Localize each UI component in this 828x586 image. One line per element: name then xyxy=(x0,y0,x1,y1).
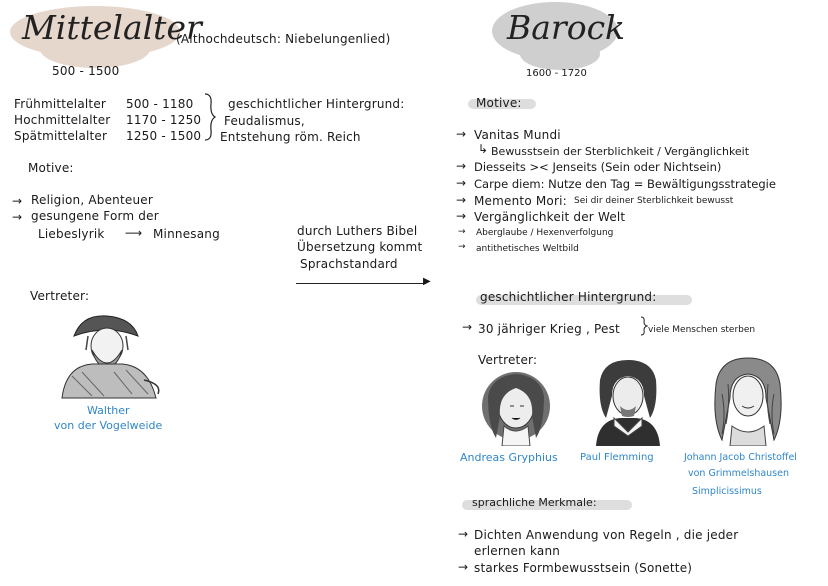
walther-name-2: von der Vogelweide xyxy=(54,419,163,432)
arrow-right-icon: → xyxy=(456,209,467,223)
barock-vertreter-label: Vertreter: xyxy=(478,353,538,367)
phase-years-1: 500 - 1180 xyxy=(126,97,194,111)
person-name-flemming: Paul Flemming xyxy=(580,452,654,463)
person-name-grimmelshausen-3: Simplicissimus xyxy=(692,486,762,497)
phase-years-3: 1250 - 1500 xyxy=(126,129,202,143)
walther-name-1: Walther xyxy=(87,404,130,417)
arrow-right-icon: → xyxy=(458,227,466,237)
barock-sprach-2: starkes Formbewusstsein (Sonette) xyxy=(474,561,693,575)
arrow-right-icon: → xyxy=(456,127,467,141)
middle-line-1: durch Luthers Bibel xyxy=(297,224,418,238)
barock-background-title: geschichtlicher Hintergrund: xyxy=(480,290,657,304)
mittelalter-background-title: geschichtlicher Hintergrund: xyxy=(228,97,405,111)
arrow-right-icon: ⟶ xyxy=(125,226,143,240)
phase-years-2: 1170 - 1250 xyxy=(126,113,202,127)
phase-name-2: Hochmittelalter xyxy=(14,113,111,127)
barock-motive-3: Carpe diem: Nutze den Tag = Bewältigungsstrategie xyxy=(474,177,776,191)
barock-motive-1: Vanitas Mundi xyxy=(474,128,561,142)
arrow-right-icon: ▶ xyxy=(423,276,431,287)
mittelalter-motive-1: Religion, Abenteuer xyxy=(31,193,154,207)
brace-icon xyxy=(202,92,216,142)
arrow-sub-icon: ↳ xyxy=(478,142,489,156)
arrow-right-icon: → xyxy=(458,560,469,574)
arrow-right-icon: → xyxy=(456,159,467,173)
barock-period: 1600 - 1720 xyxy=(526,68,587,79)
brace-icon xyxy=(640,316,648,336)
mittelalter-motive-label: Motive: xyxy=(28,161,74,175)
arrow-right-icon: → xyxy=(458,527,469,541)
mittelalter-motive-2: gesungene Form der xyxy=(31,209,159,223)
barock-motive-6: Aberglaube / Hexenverfolgung xyxy=(476,228,614,238)
arrow-right-icon: → xyxy=(12,194,23,208)
barock-background-note: viele Menschen sterben xyxy=(648,325,756,335)
person-name-grimmelshausen-1: Johann Jacob Christoffel xyxy=(684,452,797,463)
barock-sprach-title: sprachliche Merkmale: xyxy=(472,496,597,509)
barock-motive-2: Diesseits >< Jenseits (Sein oder Nichtsein) xyxy=(474,160,722,174)
portrait-flemming xyxy=(590,356,666,446)
person-name-grimmelshausen-2: von Grimmelshausen xyxy=(688,468,790,479)
mittelalter-motive-3: Liebeslyrik xyxy=(38,227,105,241)
mittelalter-period: 500 - 1500 xyxy=(52,64,120,78)
arrow-right-icon: → xyxy=(458,242,466,252)
barock-title: Barock xyxy=(507,8,626,47)
mittelalter-motive-3-target: Minnesang xyxy=(153,227,220,241)
barock-sprach-1a: Dichten Anwendung von Regeln , die jeder xyxy=(474,528,739,542)
mittelalter-vertreter-label: Vertreter: xyxy=(30,289,90,303)
mittelalter-background-line-2: Entstehung röm. Reich xyxy=(220,130,361,144)
barock-motive-label: Motive: xyxy=(476,96,522,110)
barock-motive-4: Memento Mori: xyxy=(474,194,567,208)
middle-arrow-line xyxy=(296,283,426,284)
mittelalter-subtitle: (Althochdeutsch: Niebelungenlied) xyxy=(176,32,391,46)
barock-motive-7: antithetisches Weltbild xyxy=(476,244,579,254)
barock-motive-5: Vergänglichkeit der Welt xyxy=(474,210,626,224)
person-name-gryphius: Andreas Gryphius xyxy=(460,451,558,464)
mittelalter-title: Mittelalter xyxy=(22,8,202,47)
mittelalter-background-line-1: Feudalismus, xyxy=(224,114,305,128)
barock-motive-1-sub: Bewusstsein der Sterblichkeit / Vergänglichkeit xyxy=(491,145,750,158)
portrait-walther xyxy=(52,306,167,400)
phase-name-3: Spätmittelalter xyxy=(14,129,108,143)
barock-background-line: 30 jähriger Krieg , Pest xyxy=(478,322,620,336)
arrow-right-icon: → xyxy=(456,193,467,207)
barock-motive-4-note: Sei dir deiner Sterblichkeit bewusst xyxy=(574,196,734,206)
phase-name-1: Frühmittelalter xyxy=(14,97,107,111)
arrow-right-icon: → xyxy=(462,320,473,334)
arrow-right-icon: → xyxy=(12,210,23,224)
portrait-grimmelshausen xyxy=(708,354,788,446)
middle-line-3: Sprachstandard xyxy=(300,257,398,271)
arrow-right-icon: → xyxy=(456,176,467,190)
middle-line-2: Übersetzung kommt xyxy=(297,240,423,254)
portrait-gryphius xyxy=(474,366,558,446)
barock-sprach-1b: erlernen kann xyxy=(474,544,561,558)
